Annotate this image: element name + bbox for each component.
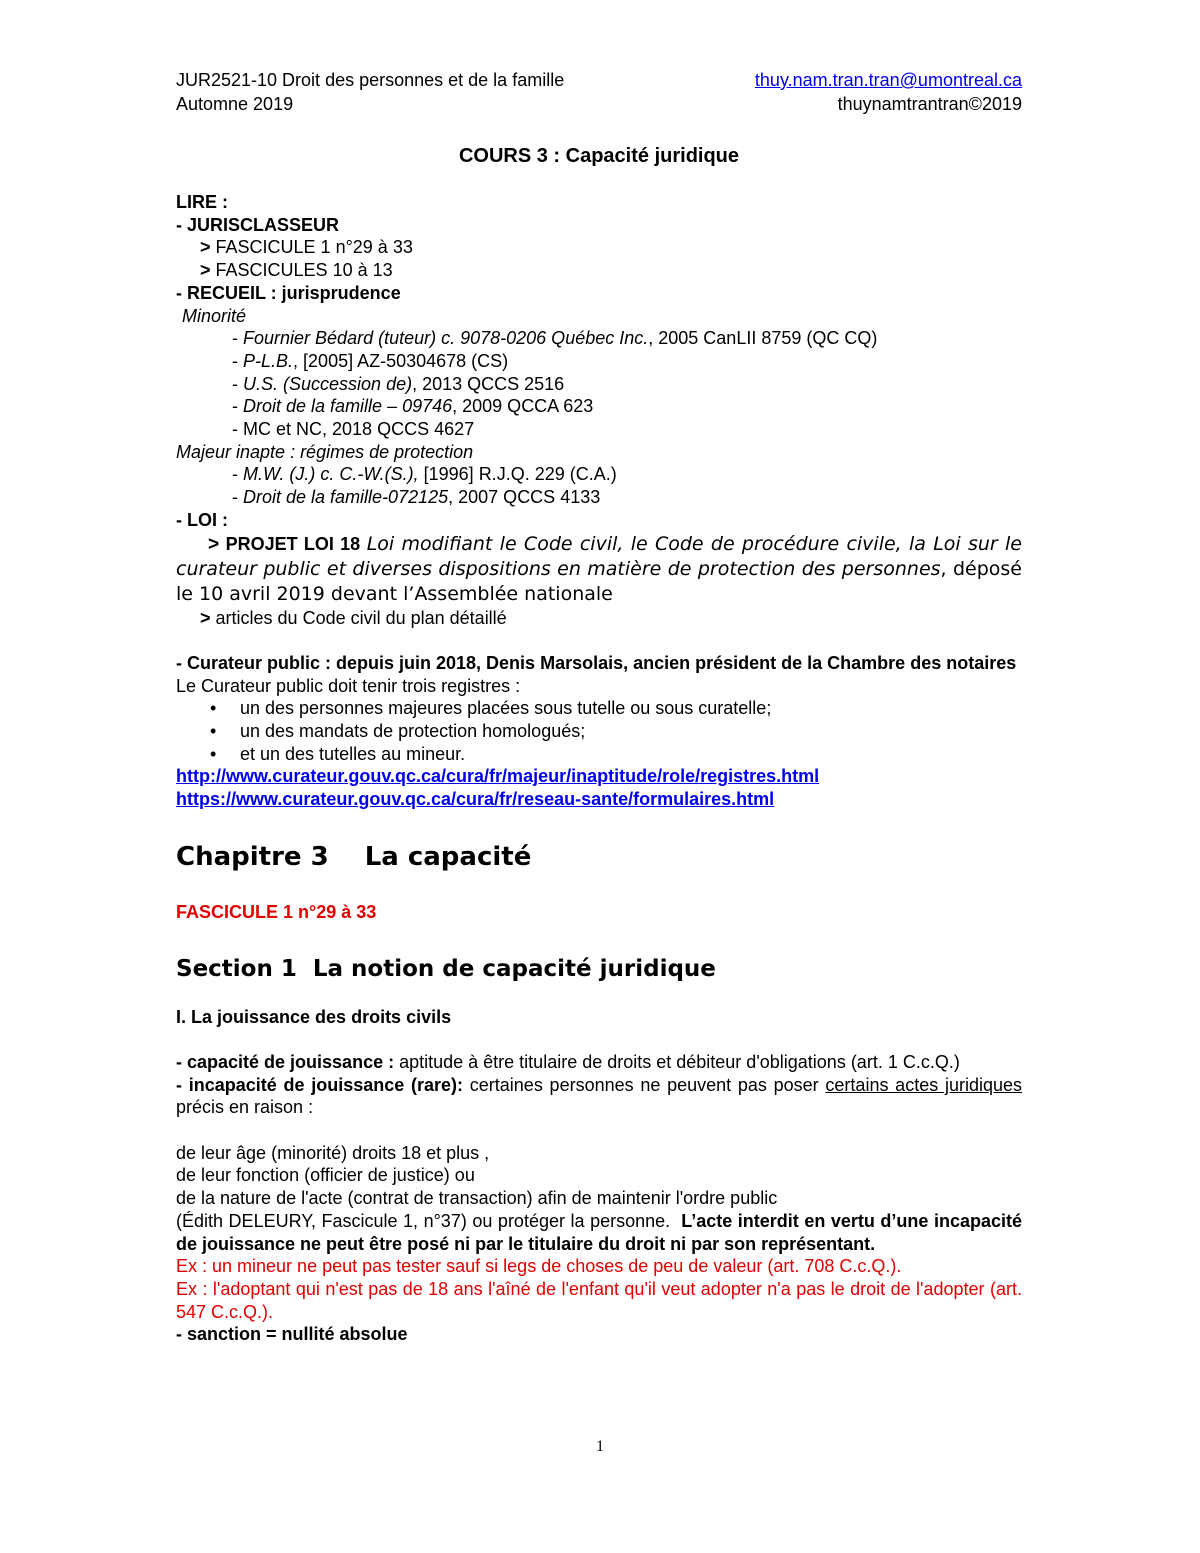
reason-paragraph [176,1210,1022,1255]
example-line: Ex : un mineur ne peut pas tester sauf si legs de choses de peu de valeur (art. 708 C.c.Q.). [176,1256,902,1277]
curateur-intro: Le Curateur public doit tenir trois registres : [176,675,521,696]
case-citation: , 2005 CanLII 8759 (QC CQ) [648,328,878,349]
case-citation: , 2009 QCCA 623 [452,396,594,417]
example-line: Ex : l'adoptant qui n'est pas de 18 ans l'aîné de l'enfant qu'il veut adopter n'a pas le droit de l'adopter (art. 547 C.c.Q.). [176,1278,1022,1322]
case-name: P-L.B. [243,350,294,371]
dash-icon: - [232,464,238,485]
subsection-heading: I. La jouissance des droits civils [176,1006,452,1027]
reason-line: de leur âge (minorité) droits 18 et plus , [176,1142,490,1163]
rule-statement: L’acte interdit en vertu d’une incapacité de jouissance ne peut être posé ni par le titulaire du droit ni par son représentant. [176,1210,1023,1254]
reason-line: de la nature de l'acte (contrat de transaction) afin de maintenir l'ordre public [176,1188,778,1209]
course-name: JUR2521-10 Droit des personnes et de la famille [176,70,565,90]
arrow-icon: > [208,533,220,555]
projet-loi-label: PROJET LOI 18 [225,533,361,554]
chapter-title: La capacité [364,841,532,872]
bullet-icon: • [210,743,217,764]
projet-loi-title: Loi modifiant le Code civil, le Code de procédure civile, la Loi sur le curateur public et diverses dispositions en matière de protection des personnes [176,532,1022,580]
fascicule-heading: FASCICULE 1 n°29 à 33 [176,901,377,922]
dash-icon: - [232,373,238,394]
chapter-heading [176,841,1022,873]
case-name: Fournier Bédard (tuteur) c. 9078-0206 Québec Inc. [243,328,649,349]
articles-item [176,607,1022,630]
sanction-line: - sanction = nullité absolue [176,1324,408,1345]
list-item [176,720,1022,743]
case-item [176,463,1022,486]
term-definition: certaines personnes ne peuvent pas poser [463,1074,826,1095]
document-body [176,143,1022,1346]
term-label: - capacité de jouissance : [176,1051,395,1072]
term-label: - incapacité de jouissance (rare): [176,1074,464,1095]
registres-link[interactable]: http://www.curateur.gouv.qc.ca/cura/fr/majeur/inaptitude/role/registres.html [176,766,820,787]
term-definition-end: précis en raison : [176,1097,314,1118]
case-item [176,327,1022,350]
fascicule-1-text: FASCICULE 1 n°29 à 33 [215,237,413,258]
projet-loi-details: , déposé le 10 avril 2019 devant l’Assemblée nationale [176,557,1022,605]
section-heading: Section 1 La notion de capacité juridique [176,955,716,982]
fascicules-text: FASCICULES 10 à 13 [215,260,393,281]
case-item [176,350,1022,373]
case-name: Droit de la famille-072125 [243,487,449,508]
jurisclasseur-item: - JURISCLASSEUR [176,214,340,235]
recueil-item: - RECUEIL : jurisprudence [176,282,401,303]
list-item-text: un des mandats de protection homologués; [240,721,586,742]
dash-icon: - [232,350,238,371]
fascicule-item [176,236,1022,259]
copyright: thuynamtrantran©2019 [837,94,1022,114]
case-citation: , 2007 QCCS 4133 [448,487,601,508]
bullet-icon: • [210,721,217,742]
page-title: COURS 3 : Capacité juridique [458,145,740,167]
loi-heading: - LOI : [176,509,228,530]
dash-icon: - [232,328,238,349]
page-header [176,68,1022,116]
case-item [176,395,1022,418]
case-item [176,486,1022,509]
underlined-text: certains actes juridiques [825,1074,1022,1095]
bullet-icon: • [210,698,217,719]
case-citation: , 2013 QCCS 2516 [412,373,565,394]
case-citation: [1996] R.J.Q. 229 (C.A.) [418,464,617,485]
case-item [176,418,1022,441]
case-name: M.W. (J.) c. C.-W.(S.), [243,464,419,485]
case-item [176,373,1022,396]
list-item-text: et un des tutelles au mineur. [240,743,466,764]
projet-loi-paragraph [176,532,1022,607]
page-number: 1 [596,1438,604,1455]
chapter-number: Chapitre 3 [176,841,329,872]
list-item [176,743,1022,766]
majeur-heading: Majeur inapte : régimes de protection [176,441,474,462]
email-link[interactable]: thuy.nam.tran.tran@umontreal.ca [754,70,1022,90]
minorite-heading: Minorité [182,305,247,326]
capacite-definition [176,1051,1022,1074]
case-citation: MC et NC, 2018 QCCS 4627 [243,419,475,440]
curateur-heading: - Curateur public : depuis juin 2018, Denis Marsolais, ancien président de la Chambre des notaires [176,652,1017,673]
reason-line: de leur fonction (officier de justice) ou [176,1165,475,1186]
list-item-text: un des personnes majeures placées sous tutelle ou sous curatelle; [240,698,772,719]
reason-line: (Édith DELEURY, Fascicule 1, n°37) ou protéger la personne. [176,1210,682,1231]
articles-text: articles du Code civil du plan détaillé [215,607,507,628]
arrow-icon: > [200,260,211,281]
case-name: U.S. (Succession de) [243,373,413,394]
case-name: Droit de la famille – 09746 [243,396,453,417]
formulaires-link[interactable]: https://www.curateur.gouv.qc.ca/cura/fr/reseau-sante/formulaires.html [176,789,775,810]
term-definition: aptitude à être titulaire de droits et débiteur d'obligations (art. 1 C.c.Q.) [394,1051,960,1072]
case-citation: , [2005] AZ-50304678 (CS) [293,350,509,371]
arrow-icon: > [200,237,211,258]
arrow-icon: > [200,607,211,628]
fascicules-item [176,259,1022,282]
list-item [176,697,1022,720]
lire-heading: LIRE : [176,192,228,212]
dash-icon: - [232,487,238,508]
dash-icon: - [232,396,238,417]
term: Automne 2019 [176,94,294,114]
dash-icon: - [232,419,238,440]
incapacite-definition [176,1074,1022,1119]
